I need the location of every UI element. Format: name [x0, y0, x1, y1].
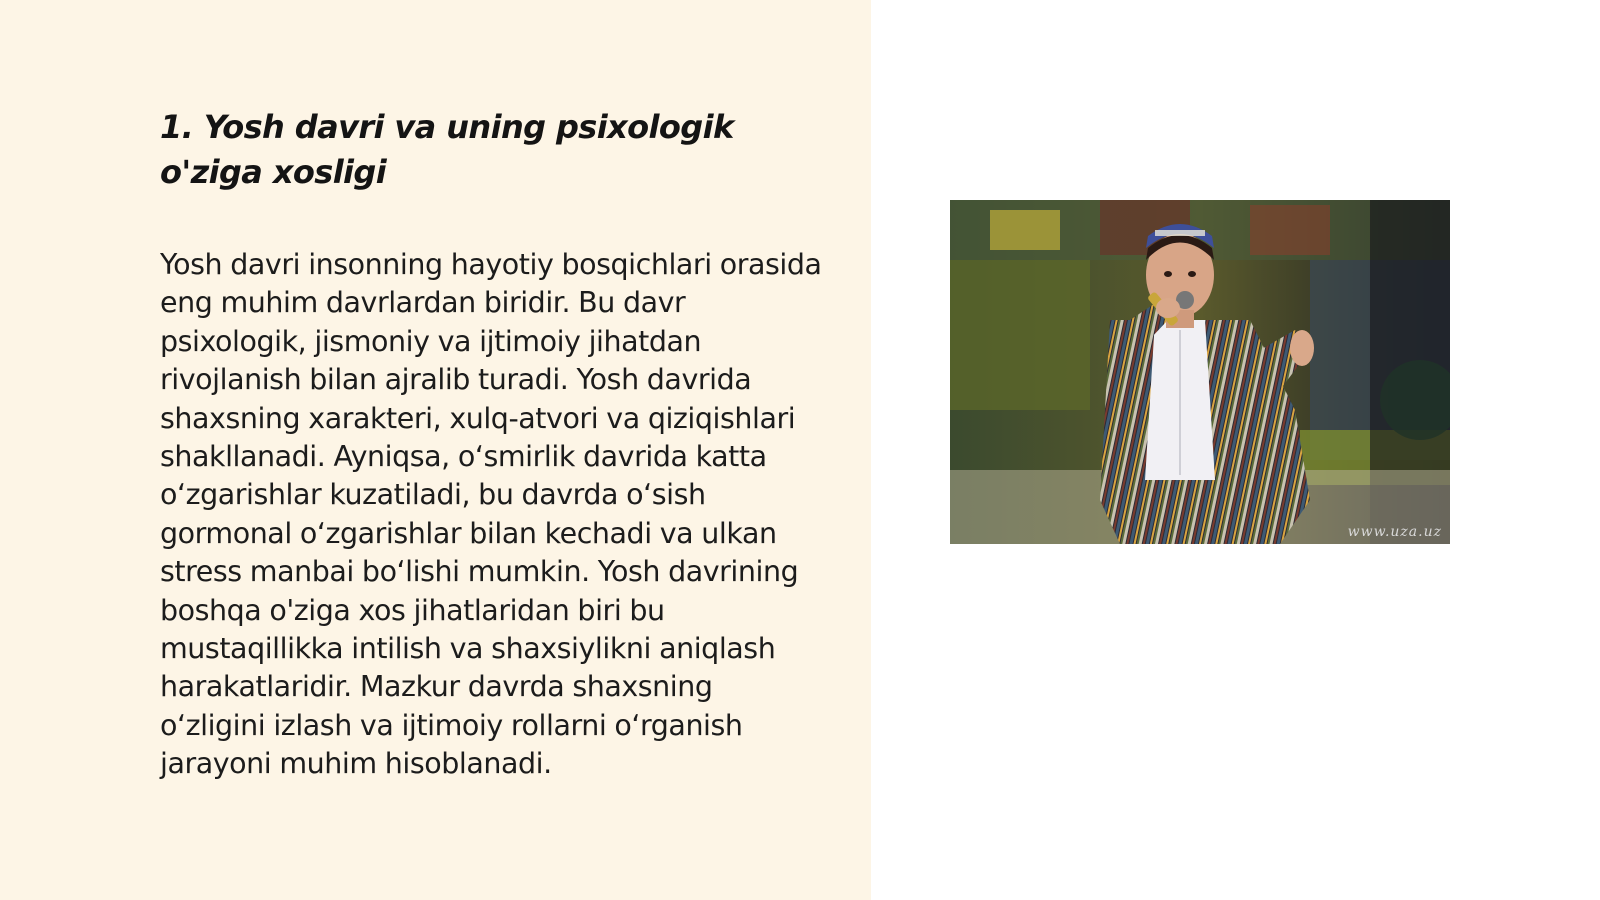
photo-watermark: www.uza.uz: [1347, 524, 1442, 540]
singing-boy-photo: [950, 200, 1450, 544]
slide-title: 1. Yosh davri va uning psixologik o'ziga xosligi: [160, 108, 734, 191]
slide-body-text: Yosh davri insonning hayotiy bosqichlari orasida eng muhim davrlardan biridir. Bu davr psixologik, jismoniy va ijtimoiy jihatdan rivojlanish bilan ajralib turadi. Yosh davrida shaxsning xarakteri, xulq-atvori va qiziqishlari shakllanadi. Ayniqsa, oʻsmirlik davrida katta oʻzgarishlar kuzatiladi, bu davrda oʻsish gormonal oʻzgarishlar bilan kechadi va ulkan stress manbai boʻlishi mumkin. Yosh davrining boshqa o'ziga xos jihatlaridan biri bu mustaqillikka intilish va shaxsiylikni aniqlash harakatlaridir. Mazkur davrda shaxsning oʻzligini izlash va ijtimoiy rollarni oʻrganish jarayoni muhim hisoblanadi.: [160, 248, 822, 781]
